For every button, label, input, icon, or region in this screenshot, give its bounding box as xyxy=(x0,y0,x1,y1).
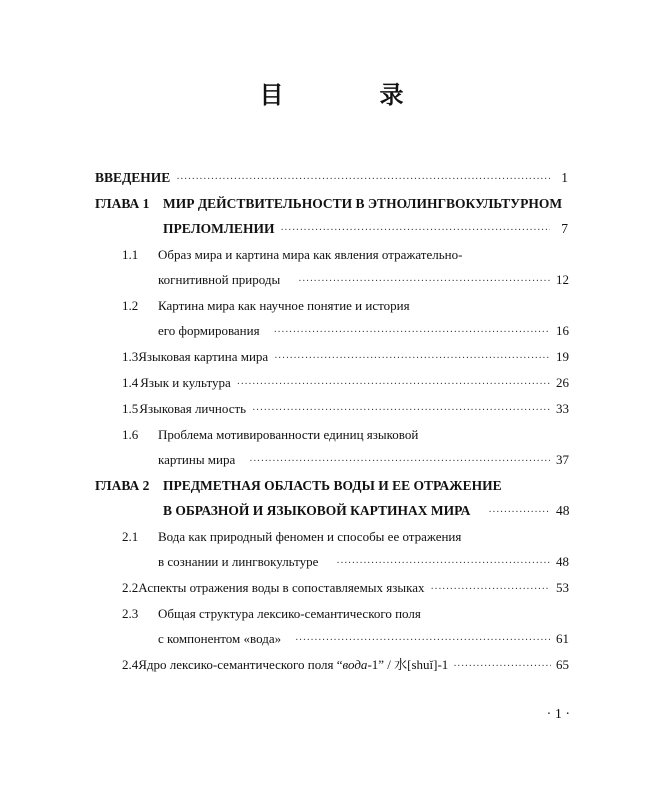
toc-dot-leader xyxy=(249,452,550,472)
toc-dot-leader xyxy=(453,657,551,677)
toc-entry-title: МИР ДЕЙСТВИТЕЛЬНОСТИ В ЭТНОЛИНГВОКУЛЬТУРНОМ xyxy=(163,196,563,211)
toc-section-number: 1.5 xyxy=(122,401,139,416)
toc-section-number: 1.2 xyxy=(122,298,139,313)
toc-section-number: 2.4 xyxy=(122,657,139,672)
toc-page-number: 19 xyxy=(556,349,569,364)
toc-section-number: 1.1 xyxy=(122,247,139,262)
page-title: 目 录 xyxy=(259,81,440,109)
toc-section-number: 2.3 xyxy=(122,606,139,621)
toc-entry-2-1[interactable] xyxy=(122,527,568,547)
toc-entry-1-4[interactable] xyxy=(122,373,568,393)
toc-page-number: 1 xyxy=(561,170,568,185)
toc-entry-chapter-1-continued[interactable] xyxy=(163,219,568,239)
toc-entry-title: ПРЕЛОМЛЕНИИ xyxy=(163,221,275,236)
toc-page-number: 37 xyxy=(556,452,569,467)
toc-entry-title: Аспекты отражения воды в сопоставляемых языках xyxy=(138,580,425,595)
toc-section-number: 2.2 xyxy=(122,580,139,595)
toc-entry-chapter-1[interactable] xyxy=(95,194,568,214)
toc-title-suffix: -1” / 水[shuǐ]-1 xyxy=(367,657,449,672)
toc-section-number: 1.4 xyxy=(122,375,139,390)
toc-dot-leader xyxy=(274,349,550,369)
toc-dot-leader xyxy=(280,221,550,241)
toc-entry-title: Языковая личность xyxy=(139,401,247,416)
toc-title-prefix: Ядро лексико-семантического поля “ xyxy=(138,657,343,672)
toc-entry-1-5[interactable] xyxy=(122,399,568,419)
toc-title-italic: вода xyxy=(342,657,368,672)
toc-dot-leader xyxy=(488,503,550,523)
toc-page-number: 7 xyxy=(561,221,568,236)
footer-page-number: · 1 · xyxy=(546,707,570,722)
toc-page-number: 61 xyxy=(556,631,569,646)
toc-entry-2-2[interactable] xyxy=(122,578,568,598)
toc-entry-1-2-continued[interactable] xyxy=(158,321,568,341)
toc-entry-title: с компонентом «вода» xyxy=(158,631,282,646)
toc-page-number: 48 xyxy=(556,503,570,518)
toc-entry-chapter-2-continued[interactable] xyxy=(163,501,568,521)
toc-entry-title: картины мира xyxy=(158,452,236,467)
toc-entry-1-6-continued[interactable] xyxy=(158,450,568,470)
toc-dot-leader xyxy=(252,401,550,421)
toc-entry-title: Общая структура лексико-семантического поля xyxy=(158,606,421,621)
toc-page-number: 53 xyxy=(556,580,569,595)
toc-entry-title: ПРЕДМЕТНАЯ ОБЛАСТЬ ВОДЫ И ЕЕ ОТРАЖЕНИЕ xyxy=(163,478,502,493)
toc-entry-2-4[interactable] xyxy=(122,655,568,675)
toc-entry-1-1[interactable] xyxy=(122,245,568,265)
toc-entry-title: Язык и культура xyxy=(140,375,231,390)
toc-entry-title: Картина мира как научное понятие и история xyxy=(158,298,410,313)
toc-entry-chapter-2[interactable] xyxy=(95,476,568,496)
toc-chapter-label: ГЛАВА 2 xyxy=(95,478,150,493)
toc-entry-1-6[interactable] xyxy=(122,425,568,445)
toc-entry-2-3-continued[interactable] xyxy=(158,629,568,649)
toc-section-number: 1.3 xyxy=(122,349,139,364)
toc-dot-leader xyxy=(295,631,550,651)
toc-page-number: 48 xyxy=(556,554,569,569)
toc-dot-leader xyxy=(237,375,550,395)
toc-page-number: 26 xyxy=(556,375,569,390)
toc-page-number: 16 xyxy=(556,323,569,338)
toc-section-number: 2.1 xyxy=(122,529,139,544)
toc-entry-title: в сознании и лингвокультуре xyxy=(158,554,319,569)
toc-dot-leader xyxy=(274,323,550,343)
toc-entry-title: В ОБРАЗНОЙ И ЯЗЫКОВОЙ КАРТИНАХ МИРА xyxy=(163,503,471,518)
toc-dot-leader xyxy=(176,170,550,190)
toc-entry-title: Проблема мотивированности единиц языковой xyxy=(158,427,419,442)
toc-entry-2-1-continued[interactable] xyxy=(158,552,568,572)
toc-entry-title: Языковая картина мира xyxy=(138,349,269,364)
toc-page-number: 12 xyxy=(556,272,569,287)
toc-entry-1-3[interactable] xyxy=(122,347,568,367)
toc-dot-leader xyxy=(298,272,550,292)
toc-entry-introduction[interactable] xyxy=(95,168,568,188)
toc-entry-2-3[interactable] xyxy=(122,604,568,624)
toc-page-number: 33 xyxy=(556,401,569,416)
toc-entry-title xyxy=(138,655,448,675)
toc-entry-1-2[interactable] xyxy=(122,296,568,316)
toc-dot-leader xyxy=(336,554,550,574)
toc-entry-label: ВВЕДЕНИЕ xyxy=(95,170,171,185)
toc-section-number: 1.6 xyxy=(122,427,139,442)
toc-entry-title: Образ мира и картина мира как явления отражательно- xyxy=(158,247,463,262)
toc-entry-title: когнитивной природы xyxy=(158,272,281,287)
toc-entry-1-1-continued[interactable] xyxy=(158,270,568,290)
toc-dot-leader xyxy=(431,580,550,600)
toc-chapter-label: ГЛАВА 1 xyxy=(95,196,150,211)
toc-entry-title: Вода как природный феномен и способы ее отражения xyxy=(158,529,462,544)
toc-page-number: 65 xyxy=(556,657,569,672)
toc-entry-title: его формирования xyxy=(158,323,260,338)
